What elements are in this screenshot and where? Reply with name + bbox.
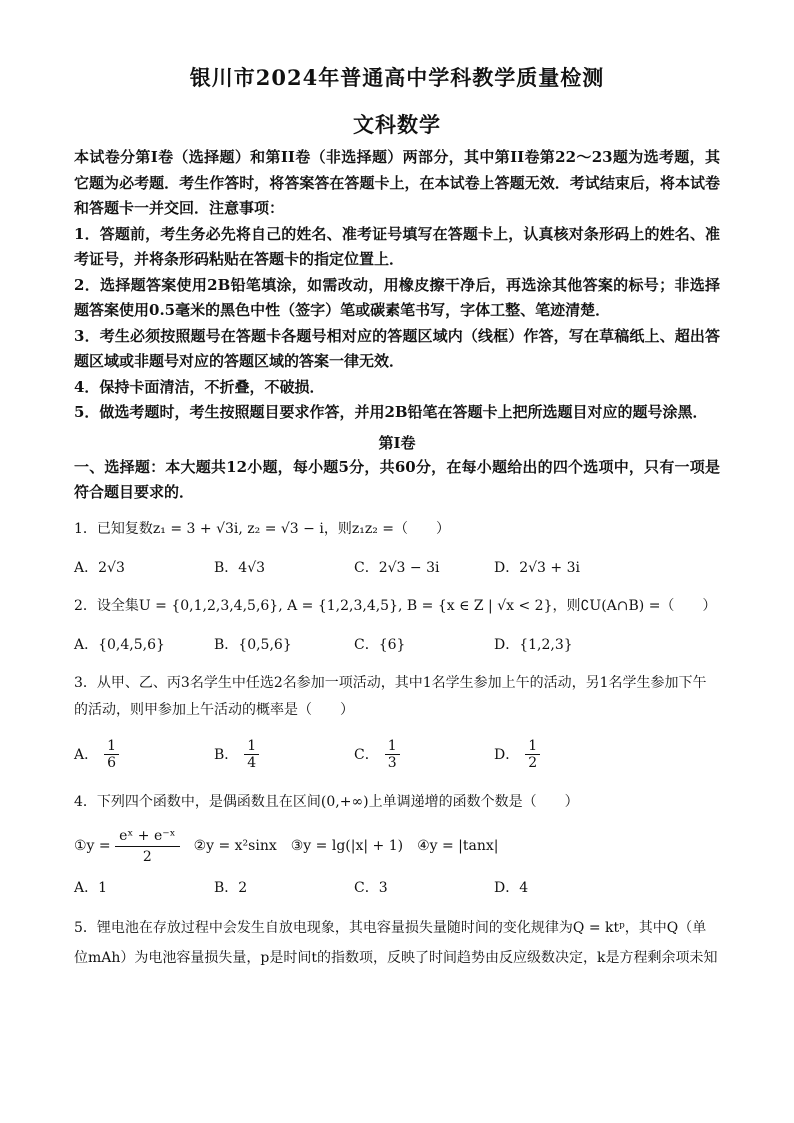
denominator: 4 — [247, 754, 257, 771]
option-c: C．2√3 − 3i — [354, 559, 440, 576]
option-d: D．4 — [494, 879, 529, 896]
question-4-functions — [74, 826, 720, 867]
function-2: ②y = x²sinx — [193, 838, 277, 854]
question-4-options — [74, 877, 720, 897]
fraction — [525, 738, 540, 771]
option-c: C．{6} — [354, 636, 406, 653]
option-a: A．1 — [74, 879, 108, 896]
denominator: 2 — [528, 754, 538, 771]
instruction-item-4: 4．保持卡面清洁，不折叠，不破损． — [74, 377, 325, 396]
numerator: 1 — [244, 738, 259, 755]
instruction-item-5: 5．做选考题时，考生按照题目要求作答，并用2B铅笔在答题卡上把所选题目对应的题号涂黑． — [74, 403, 708, 421]
instruction-item-1: 1．答题前，考生务必先将自己的姓名、准考证号填写在答题卡上，认真核对条形码上的姓名、准考证号，并将条形码粘贴在答题卡的指定位置上． — [74, 224, 720, 268]
option-d: D．2√3 + 3i — [494, 559, 580, 576]
option-a: A．{0,4,5,6} — [74, 636, 165, 653]
function-1-prefix: ①y = — [74, 838, 111, 854]
option-c: C．3 — [354, 879, 388, 896]
numerator: 1 — [525, 738, 540, 755]
fraction — [104, 738, 119, 771]
fraction — [244, 738, 259, 771]
fraction — [385, 738, 400, 771]
option-label: B． — [214, 747, 239, 763]
option-label: D． — [494, 747, 520, 763]
function-4: ④y = |tanx| — [417, 838, 499, 854]
option-d: D．{1,2,3} — [494, 636, 573, 653]
denominator: 2 — [142, 848, 152, 865]
option-label: A． — [74, 747, 99, 763]
question-2-stem: 2．设全集U = {0,1,2,3,4,5,6}, A = {1,2,3,4,5}, B = {x ∈ Z | √x < 2}，则∁U(A∩B) =（ ） — [74, 597, 717, 614]
question-1-options — [74, 557, 720, 577]
question-3-stem: 3．从甲、乙、丙3名学生中任选2名参加一项活动，其中1名学生参加上午的活动，另1名学生参加下午的活动，则甲参加上午活动的概率是（ ） — [74, 674, 707, 718]
numerator: eˣ + e⁻ˣ — [115, 826, 179, 847]
question-1-stem: 1．已知复数z₁ = 3 + √3i, z₂ = √3 − i，则z₁z₂ =（ ） — [74, 520, 450, 537]
question-3-options — [74, 738, 720, 771]
option-d — [494, 738, 634, 771]
question-4-stem: 4．下列四个函数中，是偶函数且在区间(0,+∞)上单调递增的函数个数是（ ） — [74, 793, 579, 810]
option-b — [214, 738, 354, 771]
option-b: B．{0,5,6} — [214, 636, 292, 653]
instruction-item-3: 3．考生必须按照题号在答题卡各题号相对应的答题区域内（线框）作答，写在草稿纸上、超出答题区域或非题号对应的答题区域的答案一律无效． — [74, 326, 720, 370]
denominator: 6 — [107, 754, 117, 771]
question-2-options — [74, 634, 720, 654]
exam-title: 银川市2024年普通高中学科教学质量检测 — [189, 65, 605, 90]
option-a: A．2√3 — [74, 559, 125, 576]
instructions-intro: 本试卷分第I卷（选择题）和第II卷（非选择题）两部分，其中第II卷第22～23题为选考题，其它题为必考题．考生作答时，将答案答在答题卡上，在本试卷上答题无效．考试结束后，将本试卷和答题卡一并交回．注意事项： — [74, 148, 720, 217]
option-a — [74, 738, 214, 771]
section-title: 一、选择题：本大题共12小题，每小题5分，共60分，在每小题给出的四个选项中，只有一项是符合题目要求的． — [74, 457, 720, 501]
numerator: 1 — [385, 738, 400, 755]
instruction-item-2: 2．选择题答案使用2B铅笔填涂，如需改动，用橡皮擦干净后，再选涂其他答案的标号；非选择题答案使用0.5毫米的黑色中性（签字）笔或碳素笔书写，字体工整、笔迹清楚． — [74, 275, 720, 319]
option-c — [354, 738, 494, 771]
exam-subtitle: 文科数学 — [353, 112, 441, 137]
numerator: 1 — [104, 738, 119, 755]
option-label: C． — [354, 747, 379, 763]
option-b: B．4√3 — [214, 559, 266, 576]
option-b: B．2 — [214, 879, 248, 896]
function-1 — [74, 826, 180, 867]
question-5-stem: 5．锂电池在存放过程中会发生自放电现象，其电容量损失量随时间的变化规律为Q = ktᵖ，其中Q（单位mAh）为电池容量损失量，p是时间t的指数项，反映了时间趋势由反应级数决定，k是方程剩余项未知 — [74, 919, 718, 966]
function-3: ③y = lg(|x| + 1) — [290, 838, 404, 854]
function-1-fraction — [115, 826, 179, 867]
part1-heading: 第I卷 — [378, 433, 416, 452]
denominator: 3 — [387, 754, 397, 771]
